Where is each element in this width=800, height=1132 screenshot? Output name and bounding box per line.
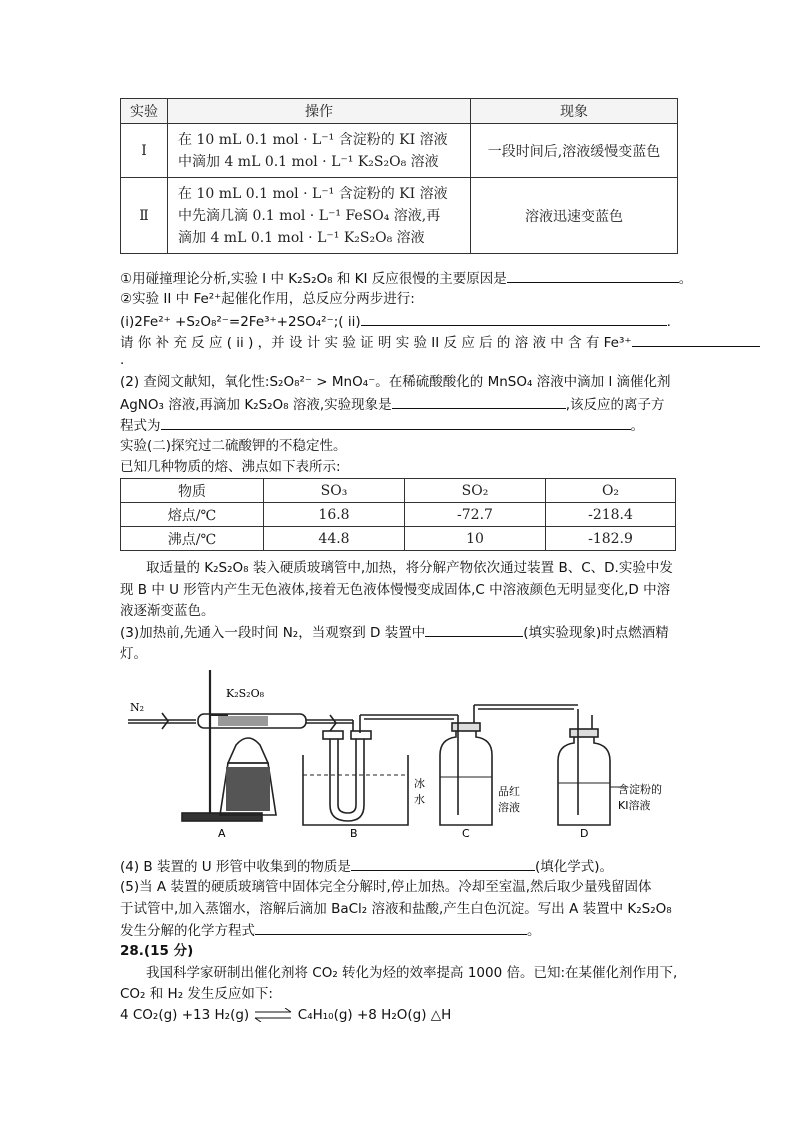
cell: 16.8 [264, 503, 405, 527]
question-number: 28.(15 分) [120, 943, 194, 959]
question-line: 已知几种物质的熔、沸点如下表所示: [120, 459, 341, 475]
question-line: (4) B 装置的 U 形管中收集到的物质是 (填化学式)。 [120, 856, 613, 877]
experiment-table [120, 98, 678, 254]
paragraph-line: 液逐渐变蓝色。 [120, 603, 215, 619]
question-line: ②实验 II 中 Fe²⁺起催化作用，总反应分两步进行: [120, 291, 415, 307]
u-tube [330, 737, 364, 821]
result-cell: 溶液迅速变蓝色 [471, 178, 678, 254]
inlet-arrow [162, 713, 168, 729]
question-line: (i)2Fe²⁺ +S₂O₈²⁻=2Fe³⁺+2SO₄²⁻;( ii) . [120, 311, 671, 332]
label-b: B [350, 827, 358, 840]
paragraph-line: CO₂ 和 H₂ 发生反应如下: [120, 986, 273, 1002]
operation-cell [168, 178, 471, 254]
cell: -182.9 [546, 527, 676, 551]
question-line: 请 你 补 充 反 应 ( ii ) ，并 设 计 实 验 证 明 实 验 II 反 应 后 的 溶 液 中 含 有 Fe³⁺ [120, 332, 760, 353]
cell: 10 [405, 527, 546, 551]
label-c: C [462, 827, 470, 840]
question-line: ①用碰撞理论分析,实验 I 中 K₂S₂O₈ 和 KI 反应很慢的主要原因是 。 [120, 268, 692, 289]
c-solution-label: 溶液 [498, 801, 520, 814]
result-cell: 一段时间后,溶液缓慢变蓝色 [471, 124, 678, 178]
cell: 44.8 [264, 527, 405, 551]
reversible-arrow-icon [253, 1008, 293, 1022]
reagent-label: K₂S₂O₈ [226, 687, 265, 700]
answer-blank[interactable] [632, 332, 760, 347]
answer-blank[interactable] [255, 920, 527, 935]
period-line: . [120, 352, 125, 368]
question-line: (2) 查阅文献知，氧化性:S₂O₈²⁻ > MnO₄⁻。在稀硫酸酸化的 MnSO₄ 溶液中滴加 l 滴催化剂 [120, 374, 671, 390]
header-substance: 物质 [121, 479, 264, 503]
question-line: AgNO₃ 溶液,再滴加 K₂S₂O₈ 溶液,实验现象是 ,该反应的离子方 [120, 394, 664, 415]
label-d: D [580, 827, 589, 840]
section-heading: 实验(二)探究过二硫酸钾的不稳定性。 [120, 438, 347, 454]
question-line: (5)当 A 装置的硬质玻璃管中固体完全分解时,停止加热。冷却至室温,然后取少量残留固体 [120, 879, 652, 895]
operation-line: 滴加 4 mL 0.1 mol · L⁻¹ K₂S₂O₈ 溶液 [178, 229, 425, 246]
water-label: 水 [414, 793, 425, 806]
c-solution-label: 品红 [498, 785, 520, 798]
bottle-d [558, 735, 610, 825]
equation: 4 CO₂(g) +13 H₂(g) C₄H₁₀(g) +8 H₂O(g) △H [120, 1007, 452, 1023]
paragraph-line: 现 B 中 U 形管内产生无色液体,接着无色液体慢慢变成固体,C 中溶液颜色无明显变化,D 中溶 [120, 582, 671, 598]
header-so3: SO₃ [264, 479, 405, 503]
answer-blank[interactable] [507, 268, 679, 283]
header-operation: 操作 [168, 99, 471, 124]
cell: 熔点/℃ [121, 503, 264, 527]
ice-label: 冰 [414, 777, 425, 790]
question-line: 灯。 [120, 646, 147, 662]
operation-cell [168, 124, 471, 178]
header-phenomenon: 现象 [471, 99, 678, 124]
answer-blank[interactable] [361, 311, 667, 326]
row-id: Ⅱ [121, 178, 168, 254]
question-line: 程式为 。 [120, 415, 644, 436]
row-id: Ⅰ [121, 124, 168, 178]
operation-line: 中滴加 4 mL 0.1 mol · L⁻¹ K₂S₂O₈ 溶液 [178, 153, 439, 170]
n2-label: N₂ [130, 701, 145, 714]
operation-line: 中先滴几滴 0.1 mol · L⁻¹ FeSO₄ 溶液,再 [178, 207, 441, 224]
header-experiment: 实验 [121, 99, 168, 124]
question-line: (3)加热前,先通入一段时间 N₂，当观察到 D 装置中 (填实验现象)时点燃酒精 [120, 622, 669, 643]
label-a: A [218, 827, 226, 840]
paragraph-line: 我国科学家研制出催化剂将 CO₂ 转化为烃的效率提高 1000 倍。已知:在某催化剂作用下, [146, 965, 678, 981]
reagent-sample [218, 716, 268, 726]
cell: 沸点/℃ [121, 527, 264, 551]
answer-blank[interactable] [351, 856, 535, 871]
melting-boiling-table [120, 478, 676, 551]
answer-blank[interactable] [392, 394, 566, 409]
answer-blank[interactable] [161, 415, 631, 430]
answer-blank[interactable] [425, 622, 523, 637]
cell: -218.4 [546, 503, 676, 527]
header-o2: O₂ [546, 479, 676, 503]
cell: -72.7 [405, 503, 546, 527]
paragraph-line: 取适量的 K₂S₂O₈ 装入硬质玻璃管中,加热，将分解产物依次通过装置 B、C、D.实验中发 [146, 560, 673, 576]
d-solution-label: KI溶液 [618, 799, 651, 812]
lamp-flame-top [228, 738, 268, 763]
question-line: 发生分解的化学方程式 。 [120, 920, 541, 941]
apparatus-diagram [118, 665, 678, 845]
question-line: 于试管中,加入蒸馏水，溶解后滴加 BaCl₂ 溶液和盐酸,产生白色沉淀。写出 A 装置中 K₂S₂O₈ [120, 901, 672, 917]
operation-line: 在 10 mL 0.1 mol · L⁻¹ 含淀粉的 KI 溶液 [178, 131, 448, 148]
operation-line: 在 10 mL 0.1 mol · L⁻¹ 含淀粉的 KI 溶液 [178, 185, 448, 202]
d-solution-label: 含淀粉的 [618, 783, 662, 796]
header-so2: SO₂ [405, 479, 546, 503]
